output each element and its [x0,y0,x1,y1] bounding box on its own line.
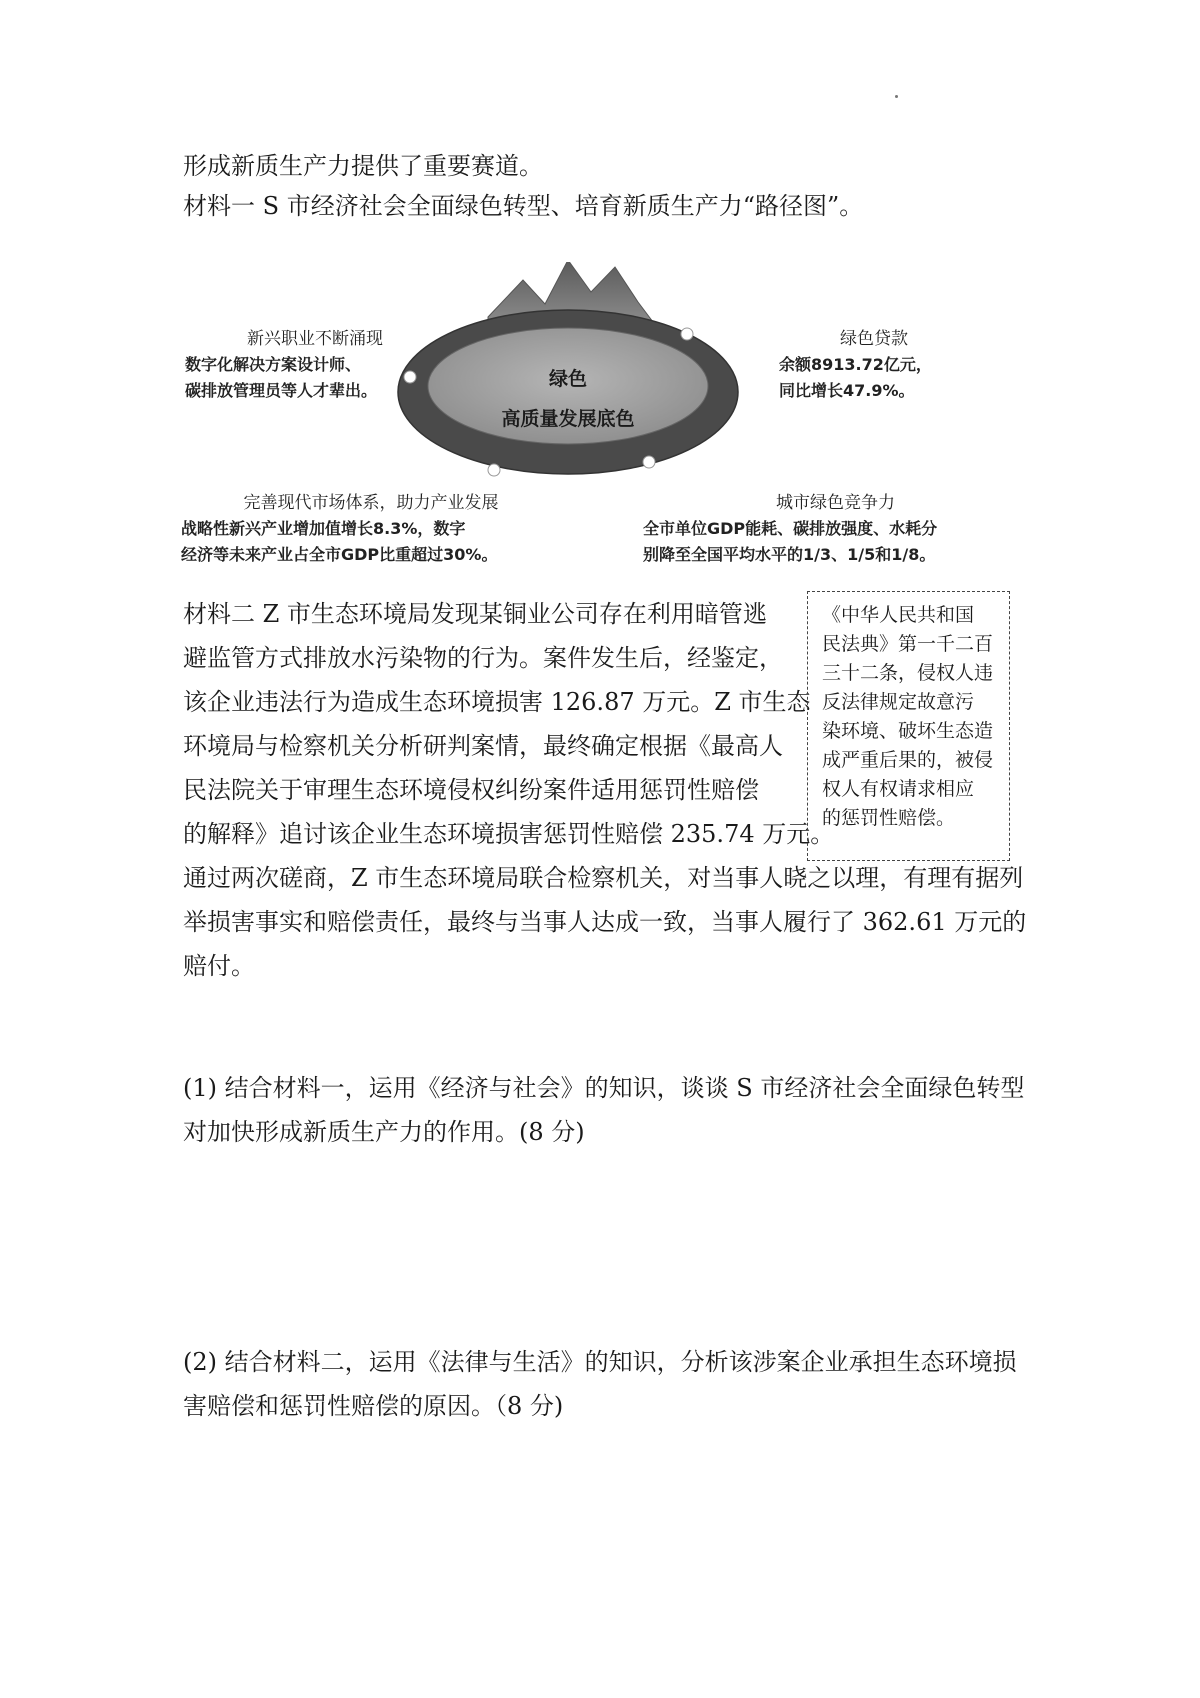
question-2 [183,1340,1017,1428]
block-top-right-title: 绿色贷款 [840,329,908,349]
question-1-line1: (1) 结合材料一，运用《经济与社会》的知识，谈谈 S 市经济社会全面绿色转型 [183,1074,1025,1102]
block-bottom-left [181,490,561,568]
question-1-line2: 对加快形成新质生产力的作用。(8 分) [183,1118,585,1146]
material2-line: 材料二 Z 市生态环境局发现某铜业公司存在利用暗管逃 [183,600,767,628]
civil-code-line: 三十二条，侵权人违 [822,662,994,684]
block-top-left-line1: 数字化解决方案设计师、 [185,355,362,374]
material2-tail-line: 举损害事实和赔偿责任，最终与当事人达成一致，当事人履行了 362.61 万元的 [183,908,1027,936]
civil-code-line: 民法典》第一千二百 [822,633,994,655]
material2-line: 民法院关于审理生态环境侵权纠纷案件适用惩罚性赔偿 [183,776,759,804]
civil-code-line: 成严重后果的，被侵 [822,749,994,771]
block-top-right [779,326,969,404]
block-top-right-line2: 同比增长47.9%。 [779,381,915,400]
dot-bottom-left [488,464,500,476]
material2-line: 避监管方式排放水污染物的行为。案件发生后，经鉴定， [183,644,783,672]
block-top-left-title: 新兴职业不断涌现 [247,329,383,349]
material2-continuation [183,856,1028,988]
dot-top-right [681,328,693,340]
intro-tail-text: 形成新质生产力提供了重要赛道。 [183,152,543,180]
material2-line: 环境局与检察机关分析研判案情，最终确定根据《最高人 [183,732,783,760]
block-bottom-left-line1: 战略性新兴产业增加值增长8.3%，数字 [181,519,466,538]
material1-title: 材料一 S 市经济社会全面绿色转型、培育新质生产力“路径图”。 [183,192,864,220]
block-top-left-line2: 碳排放管理员等人才辈出。 [185,381,378,400]
block-bottom-right-line1: 全市单位GDP能耗、碳排放强度、水耗分 [643,519,938,538]
block-bottom-left-line2: 经济等未来产业占全市GDP比重超过30%。 [181,545,498,564]
material2-paragraph [183,592,835,856]
material2-line: 该企业违法行为造成生态环境损害 126.87 万元。Z 市生态 [183,688,811,716]
block-bottom-right [643,490,1028,568]
material2-tail-line: 通过两次磋商，Z 市生态环境局联合检察机关，对当事人晓之以理，有理有据列 [183,864,1024,892]
block-bottom-right-title: 城市绿色竞争力 [776,493,895,513]
civil-code-line: 染环境、破坏生态造 [822,720,994,742]
civil-code-box [807,591,1010,861]
civil-code-line: 的惩罚性赔偿。 [822,807,956,829]
center-label-1: 绿色 [548,368,587,390]
center-label-2: 高质量发展底色 [501,408,635,430]
civil-code-line: 权人有权请求相应 [822,778,975,800]
material2-line: 的解释》追讨该企业生态环境损害惩罚性赔偿 235.74 万元。 [183,820,835,848]
dot-bottom-right [643,456,655,468]
question-2-line2: 害赔偿和惩罚性赔偿的原因。（8 分) [183,1392,564,1420]
question-1 [183,1066,1024,1154]
civil-code-line: 《中华人民共和国 [822,604,975,626]
block-top-left [185,326,445,404]
material2-tail-line: 赔付。 [183,952,255,980]
block-bottom-left-title: 完善现代市场体系，助力产业发展 [243,493,499,513]
roadmap-figure [183,262,1028,572]
question-2-line1: (2) 结合材料二，运用《法律与生活》的知识，分析该涉案企业承担生态环境损 [183,1348,1017,1376]
block-top-right-line1: 余额8913.72亿元， [779,355,932,374]
civil-code-line: 反法律规定故意污 [822,691,975,713]
scan-speck [895,95,898,98]
block-bottom-right-line2: 别降至全国平均水平的1/3、1/5和1/8。 [643,545,936,564]
